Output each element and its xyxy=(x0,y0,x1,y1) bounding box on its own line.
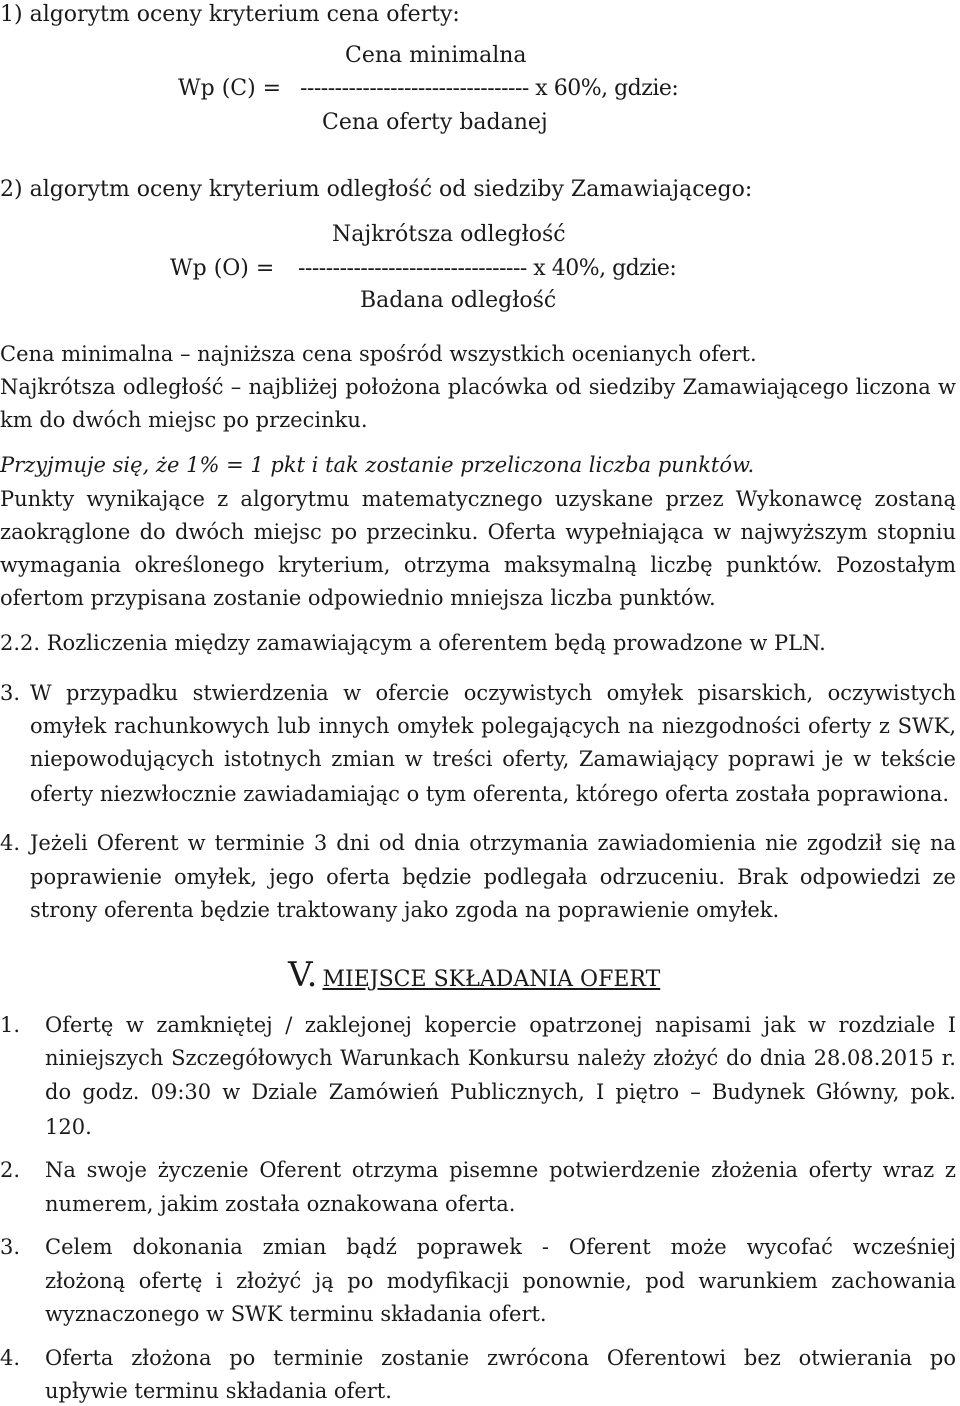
points-italic-note: Przyjmuje się, że 1% = 1 pkt i tak zostanie przeliczona liczba punktów. xyxy=(0,453,755,477)
item3-line3: niepowodujących istotnych zmian w treści oferty, Zamawiający poprawi je w tekście xyxy=(30,747,956,771)
item4-line2: poprawienie omyłek, jego oferta będzie podlegała odrzuceniu. Brak odpowiedzi ze xyxy=(30,865,956,889)
points-line3: wymagania określonego kryterium, otrzyma maksymalną liczbę punktów. Pozostałym xyxy=(0,553,956,577)
list-item4-line2: upływie terminu składania ofert. xyxy=(45,1379,392,1403)
settlement-clause: 2.2. Rozliczenia między zamawiającym a oferentem będą prowadzone w PLN. xyxy=(0,631,826,655)
distance-numerator: Najkrótsza odległość xyxy=(332,222,566,247)
list-item4-number: 4. xyxy=(0,1346,21,1370)
section-title: MIEJSCE SKŁADANIA OFERT xyxy=(322,967,661,992)
points-line1: Punkty wynikające z algorytmu matematycznego uzyskane przez Wykonawcę zostaną xyxy=(0,487,956,511)
price-formula-lhs: Wp (C) = xyxy=(178,76,282,101)
list-item2-number: 2. xyxy=(0,1158,21,1182)
list-item1-number: 1. xyxy=(0,1013,21,1037)
section-heading xyxy=(288,955,660,995)
price-numerator: Cena minimalna xyxy=(345,43,527,68)
points-line2: zaokrąglone do dwóch miejsc po przecinku. Oferta wypełniająca w najwyższym stopniu xyxy=(0,520,956,544)
price-denominator: Cena oferty badanej xyxy=(322,110,548,135)
list-item2-line2: numerem, jakim została oznakowana oferta. xyxy=(45,1192,516,1216)
distance-denominator: Badana odległość xyxy=(360,288,557,313)
item3-number: 3. xyxy=(0,681,21,705)
item3-line4: oferty niezwłocznie zawiadamiając o tym oferenta, którego oferta została poprawiona. xyxy=(30,782,950,806)
item4-line1: Jeżeli Oferent w terminie 3 dni od dnia otrzymania zawiadomienia nie zgodził się na xyxy=(30,831,956,855)
definition-min-price: Cena minimalna – najniższa cena spośród wszystkich ocenianych ofert. xyxy=(0,342,757,366)
item4-number: 4. xyxy=(0,831,21,855)
list-item1-line4: 120. xyxy=(45,1115,92,1139)
item3-line1: W przypadku stwierdzenia w ofercie oczywistych omyłek pisarskich, oczywistych xyxy=(30,681,956,705)
definition-distance-line2: km do dwóch miejsc po przecinku. xyxy=(0,408,368,432)
distance-fraction-line: --------------------------------- x 40%, gdzie: xyxy=(298,256,677,281)
definition-distance-line1: Najkrótsza odległość – najbliżej położona placówka od siedziby Zamawiającego liczona w xyxy=(0,375,956,399)
section-roman-numeral: V. xyxy=(288,955,318,995)
item3-line2: omyłek rachunkowych lub innych omyłek polegających na niezgodności oferty z SWK, xyxy=(30,714,956,738)
list-item3-line3: wyznaczonego w SWK terminu składania ofert. xyxy=(45,1302,547,1326)
list-item1-line1: Ofertę w zamkniętej / zaklejonej kopercie opatrzonej napisami jak w rozdziale I xyxy=(45,1013,956,1037)
list-item3-line1: Celem dokonania zmian bądź poprawek - Oferent może wycofać wcześniej xyxy=(45,1235,956,1259)
item4-line3: strony oferenta będzie traktowany jako zgoda na poprawienie omyłek. xyxy=(30,898,780,922)
list-item3-number: 3. xyxy=(0,1235,21,1259)
list-item4-line1: Oferta złożona po terminie zostanie zwrócona Oferentowi bez otwierania po xyxy=(45,1346,956,1370)
price-algorithm-heading: 1) algorytm oceny kryterium cena oferty: xyxy=(0,2,460,27)
list-item1-line2: niniejszych Szczegółowych Warunkach Konkursu należy złożyć do dnia 28.08.2015 r. xyxy=(45,1046,956,1070)
distance-algorithm-heading: 2) algorytm oceny kryterium odległość od siedziby Zamawiającego: xyxy=(0,177,753,202)
list-item3-line2: złożoną ofertę i złożyć ją po modyfikacji ponownie, pod warunkiem zachowania xyxy=(45,1269,956,1293)
list-item2-line1: Na swoje życzenie Oferent otrzyma pisemne potwierdzenie złożenia oferty wraz z xyxy=(45,1158,956,1182)
distance-formula-lhs: Wp (O) = xyxy=(170,256,275,281)
price-fraction-line: --------------------------------- x 60%, gdzie: xyxy=(300,76,679,101)
list-item1-line3: do godz. 09:30 w Dziale Zamówień Publicznych, I piętro – Budynek Główny, pok. xyxy=(45,1080,956,1104)
points-line4: ofertom przypisana zostanie odpowiednio mniejsza liczba punktów. xyxy=(0,586,716,610)
